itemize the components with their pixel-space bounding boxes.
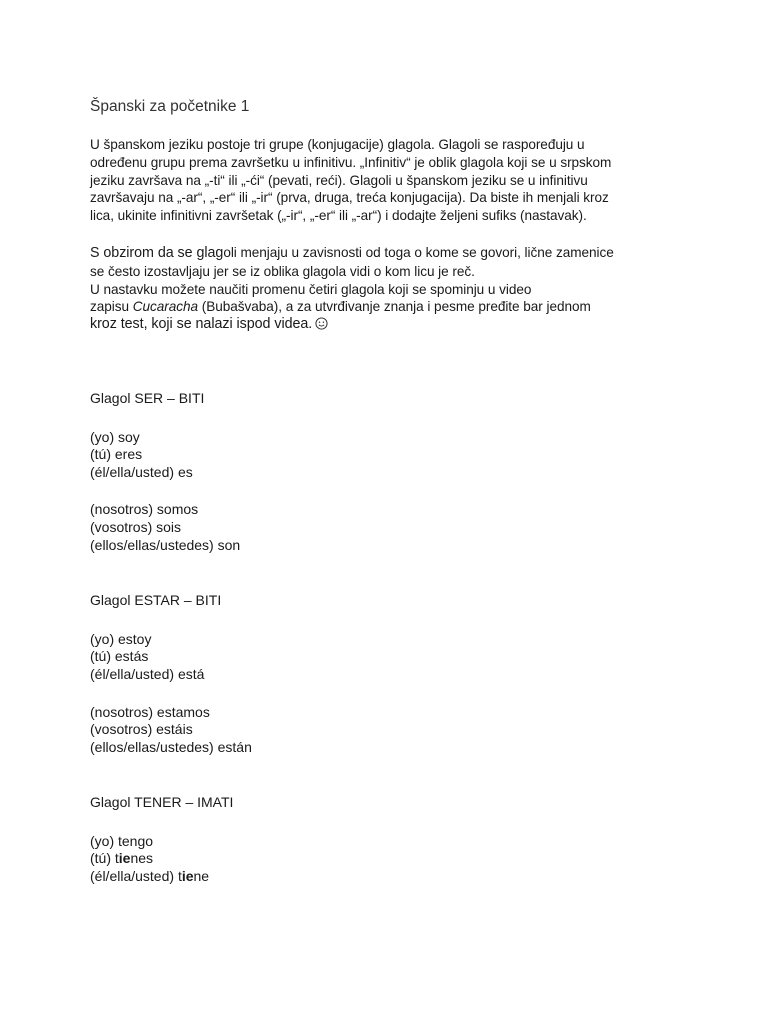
conjugation-row bbox=[90, 666, 690, 684]
intro-paragraph bbox=[90, 136, 690, 225]
conjugation-row bbox=[90, 739, 690, 757]
verb-form: eres bbox=[114, 446, 143, 463]
verb-section bbox=[90, 794, 690, 885]
verb-form: tengo bbox=[118, 832, 154, 849]
text-run: (Bubašvaba), a za utvrđivanje znanja i pesme pređite bar jednom bbox=[198, 299, 591, 315]
second-line-3: U nastavku možete naučiti promenu četiri glagola koji se spominju u video bbox=[90, 281, 532, 297]
second-line-1 bbox=[90, 244, 690, 263]
conjugation-row bbox=[90, 648, 690, 666]
conjugation-row bbox=[90, 464, 690, 482]
verb-form: soy bbox=[118, 428, 140, 445]
verb-form: sois bbox=[156, 518, 182, 535]
second-line-2: se često izostavljaju jer se iz oblika glagola vidi o kom licu je reč. bbox=[90, 263, 475, 279]
intro-line: jeziku završava na „-ti“ ili „-ći“ (pevati, reći). Glagoli u španskom jeziku se u infinitivu bbox=[90, 172, 588, 188]
conjugation-row bbox=[90, 446, 690, 464]
verb-form-ending: ne bbox=[193, 868, 210, 885]
conjugation-row bbox=[90, 537, 690, 555]
verb-section bbox=[90, 592, 690, 756]
verb-form: t bbox=[177, 868, 182, 885]
intro-line: U španskom jeziku postoje tri grupe (konjugacije) glagola. Glagoli se raspoređuju u bbox=[90, 137, 585, 152]
verb-heading: Glagol TENER – IMATI bbox=[90, 794, 234, 811]
intro-line: određenu grupu prema završetku u infinitivu. „Infinitiv“ je oblik glagola koji se u srpskom bbox=[90, 154, 612, 170]
verb-form: son bbox=[217, 536, 241, 553]
verb-form: t bbox=[114, 850, 119, 867]
verb-form-ending: nes bbox=[130, 850, 154, 867]
verb-section bbox=[90, 390, 690, 554]
pronoun: (nosotros) bbox=[90, 501, 157, 518]
conjugation-row bbox=[90, 850, 690, 868]
text-run: oli menjaju u zavisnosti od toga o kome se govori, lične zamenice bbox=[223, 244, 614, 260]
intro-line: lica, ukinite infinitivni završetak („-ir“, „-er“ ili „-ar“) i dodajte željeni sufiks (nastavak). bbox=[90, 208, 587, 224]
pronoun: (él/ella/usted) bbox=[90, 868, 178, 885]
verb-form: es bbox=[177, 463, 193, 480]
verb-stem-change: ie bbox=[118, 850, 131, 867]
smiley-face-icon bbox=[315, 317, 328, 330]
verb-form: estoy bbox=[118, 630, 152, 647]
pronoun: (tú) bbox=[90, 446, 115, 463]
conjugation-row bbox=[90, 519, 690, 537]
verb-stem-change: ie bbox=[181, 868, 194, 885]
verb-form: está bbox=[177, 665, 205, 682]
document-title: Španski za početnike 1 bbox=[90, 98, 250, 115]
conjugation-row bbox=[90, 501, 690, 519]
pronoun: (ellos/ellas/ustedes) bbox=[90, 536, 218, 553]
conjugation-row bbox=[90, 868, 690, 886]
second-line-5 bbox=[90, 316, 690, 334]
pronoun: (ellos/ellas/ustedes) bbox=[90, 738, 218, 755]
text-run: S obzirom da se glag bbox=[90, 244, 224, 261]
song-title: Cucaracha bbox=[132, 299, 199, 315]
verb-form: están bbox=[217, 738, 252, 755]
verb-heading: Glagol SER – BITI bbox=[90, 389, 205, 406]
pronoun: (yo) bbox=[90, 630, 118, 647]
verb-form: estamos bbox=[156, 703, 210, 720]
verb-form: somos bbox=[156, 501, 199, 518]
pronoun: (tú) bbox=[90, 850, 115, 867]
pronoun: (vosotros) bbox=[90, 518, 157, 535]
intro-line: završavaju na „-ar“, „-er“ ili „-ir“ (prva, druga, treća konjugacija). Da biste ih menjali kroz bbox=[90, 190, 609, 206]
conjugation-row bbox=[90, 429, 690, 447]
pronoun: (él/ella/usted) bbox=[90, 665, 178, 682]
second-line-4 bbox=[90, 298, 690, 316]
text-run: kroz test, koji se nalazi ispod videa. bbox=[90, 316, 313, 333]
pronoun: (él/ella/usted) bbox=[90, 463, 178, 480]
conjugation-row bbox=[90, 833, 690, 851]
verb-heading: Glagol ESTAR – BITI bbox=[90, 592, 222, 609]
pronoun: (yo) bbox=[90, 428, 118, 445]
conjugation-row bbox=[90, 704, 690, 722]
second-paragraph bbox=[90, 244, 690, 334]
verb-form: estáis bbox=[156, 721, 193, 738]
conjugation-row bbox=[90, 721, 690, 739]
pronoun: (vosotros) bbox=[90, 721, 157, 738]
verb-conjugations bbox=[90, 390, 690, 886]
text-run: zapisu bbox=[90, 299, 133, 315]
verb-form: estás bbox=[114, 648, 149, 665]
pronoun: (nosotros) bbox=[90, 703, 157, 720]
pronoun: (tú) bbox=[90, 648, 115, 665]
conjugation-row bbox=[90, 631, 690, 649]
pronoun: (yo) bbox=[90, 832, 118, 849]
document-page bbox=[90, 96, 690, 886]
